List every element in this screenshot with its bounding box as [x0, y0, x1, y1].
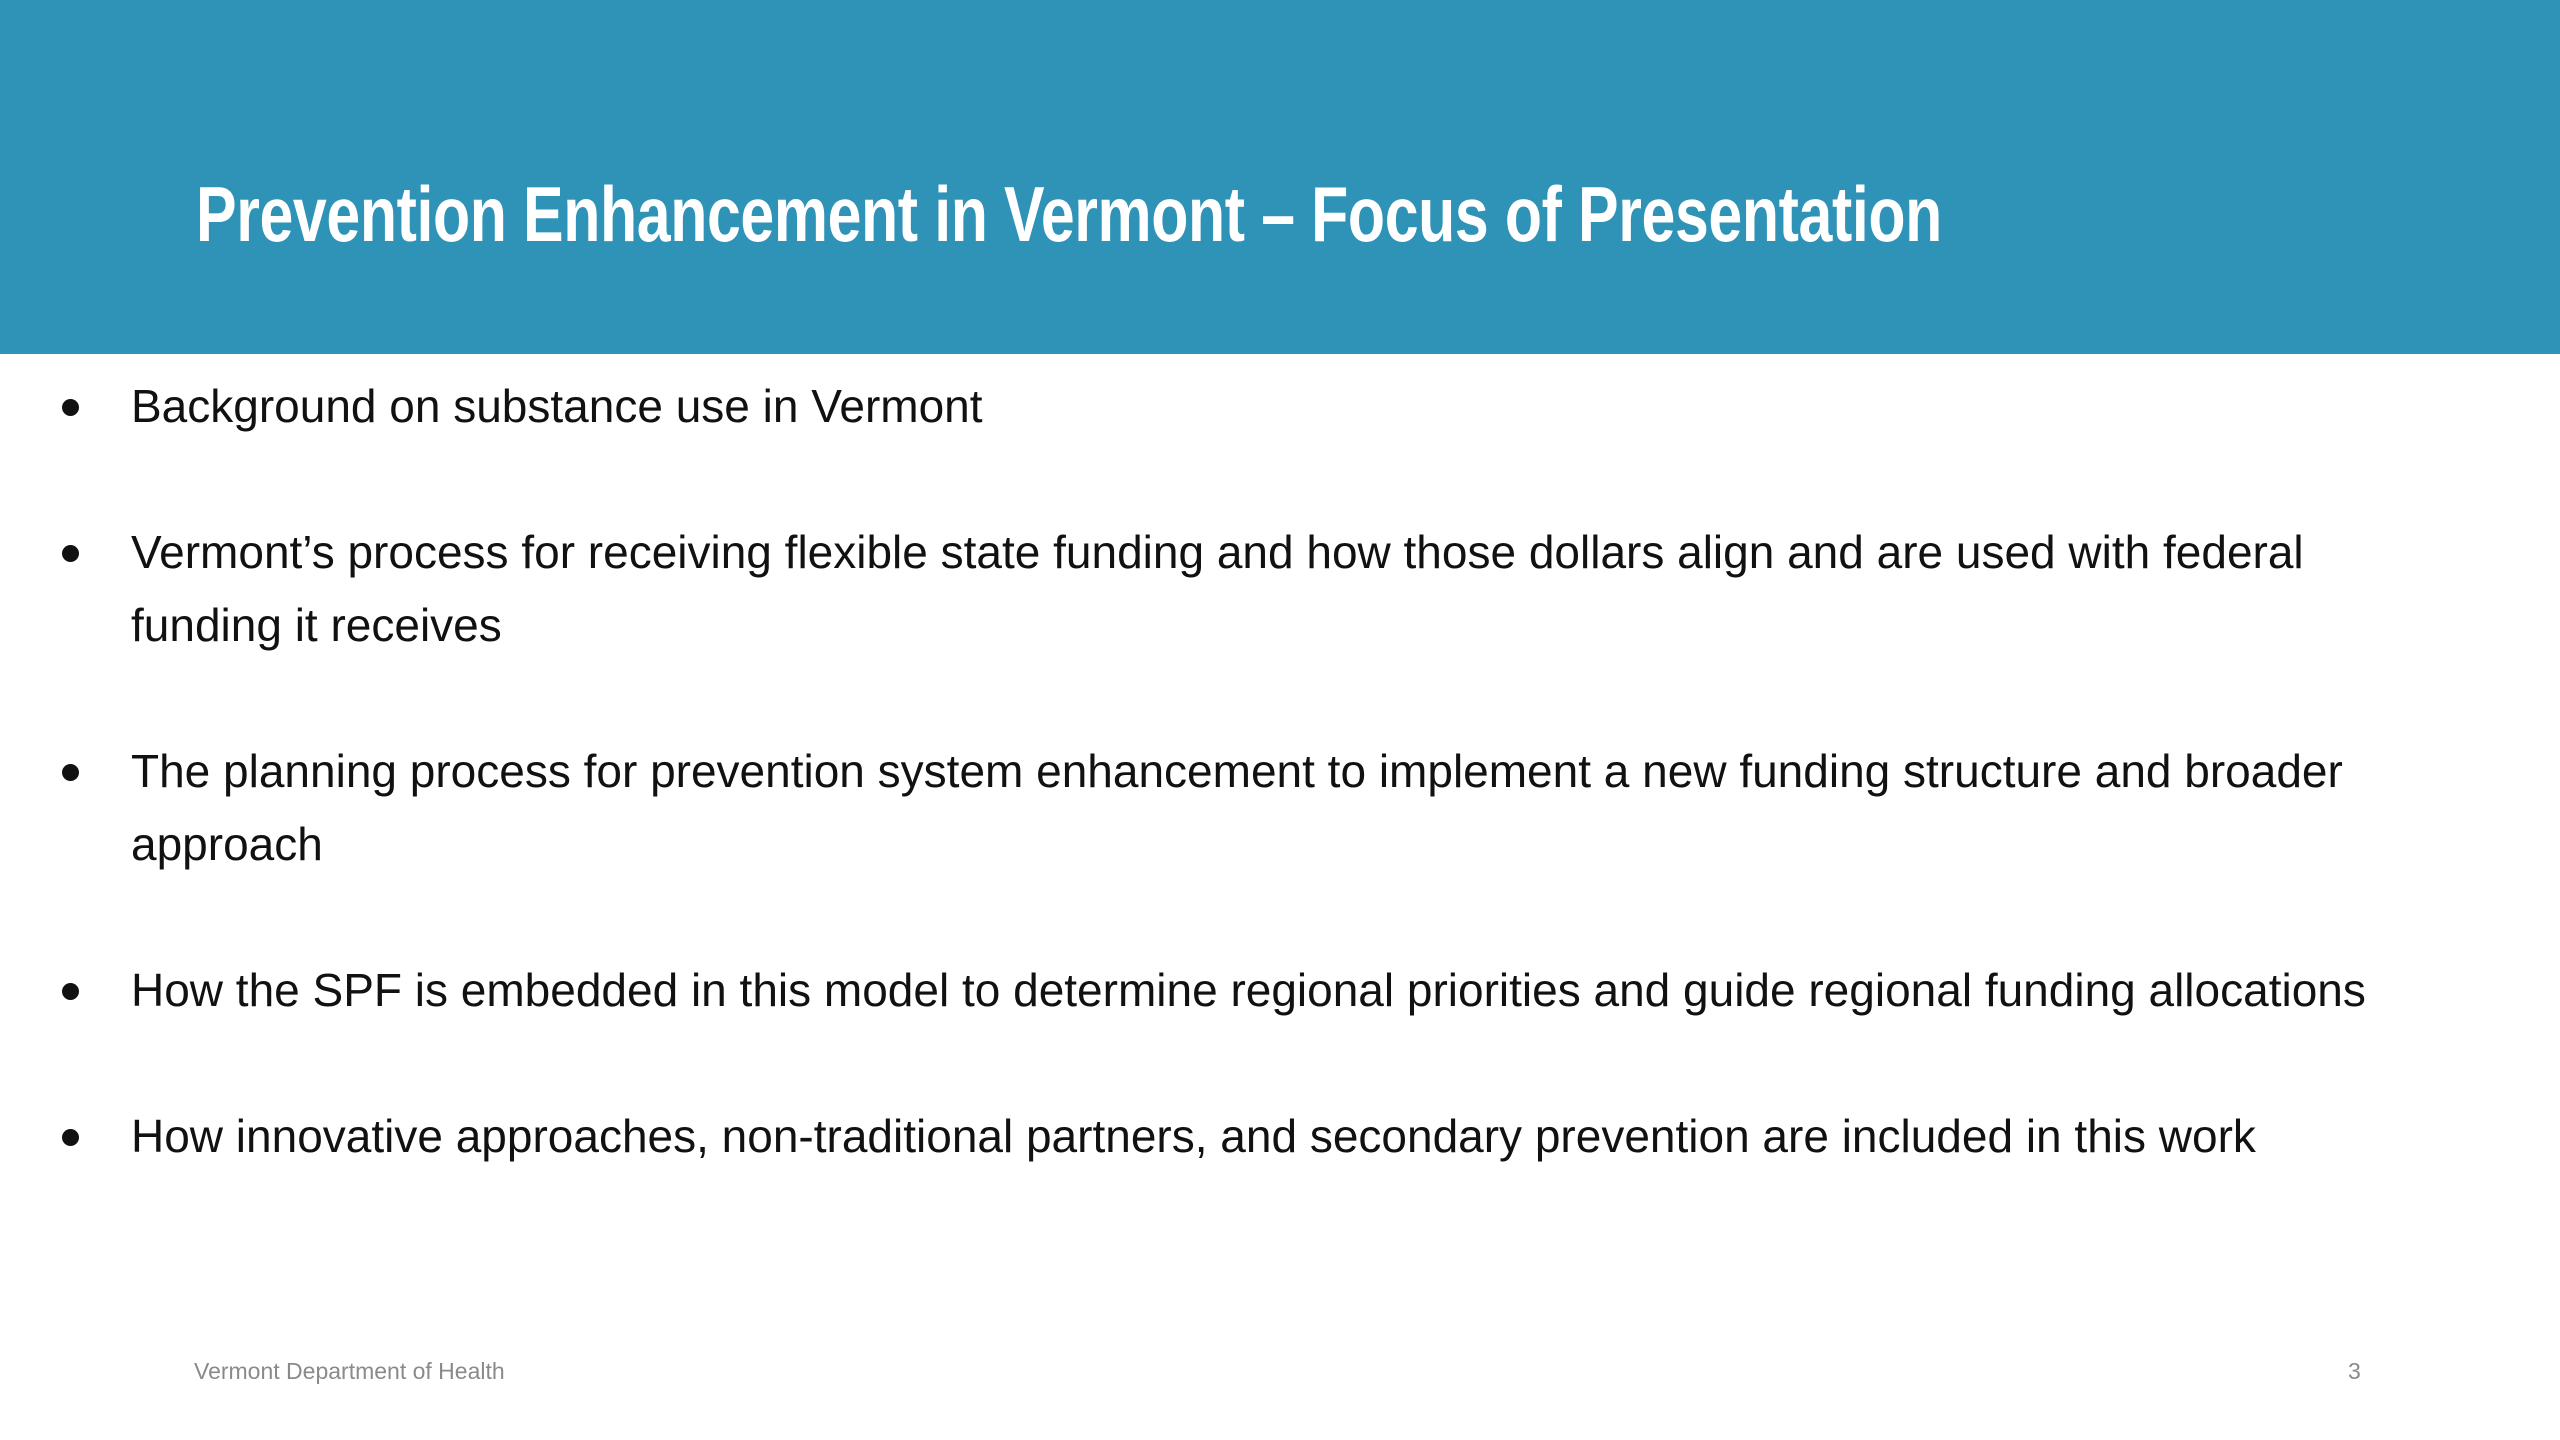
bullet-icon [62, 545, 79, 562]
bullet-text: How the SPF is embedded in this model to determine regional priorities and guide regional funding allocations [131, 964, 2366, 1016]
bullet-item [0, 735, 2560, 881]
bullet-item [0, 516, 2560, 662]
bullet-list [0, 370, 2560, 1246]
bullet-text: How innovative approaches, non-traditional partners, and secondary prevention are included in this work [131, 1110, 2256, 1162]
bullet-text: The planning process for prevention system enhancement to implement a new funding structure and broader approach [131, 745, 2343, 870]
title-banner [0, 0, 2560, 354]
bullet-icon [62, 1129, 79, 1146]
bullet-item [0, 1100, 2560, 1173]
page-number: 3 [2348, 1358, 2361, 1384]
bullet-item [0, 370, 2560, 443]
bullet-icon [62, 399, 79, 416]
bullet-icon [62, 983, 79, 1000]
bullet-item [0, 954, 2560, 1027]
footer-organization: Vermont Department of Health [194, 1358, 505, 1384]
slide-title: Prevention Enhancement in Vermont – Focus of Presentation [196, 170, 1942, 258]
bullet-text: Background on substance use in Vermont [131, 380, 983, 432]
bullet-text: Vermont’s process for receiving flexible state funding and how those dollars align and are used with federal funding it receives [131, 526, 2304, 651]
bullet-icon [62, 764, 79, 781]
